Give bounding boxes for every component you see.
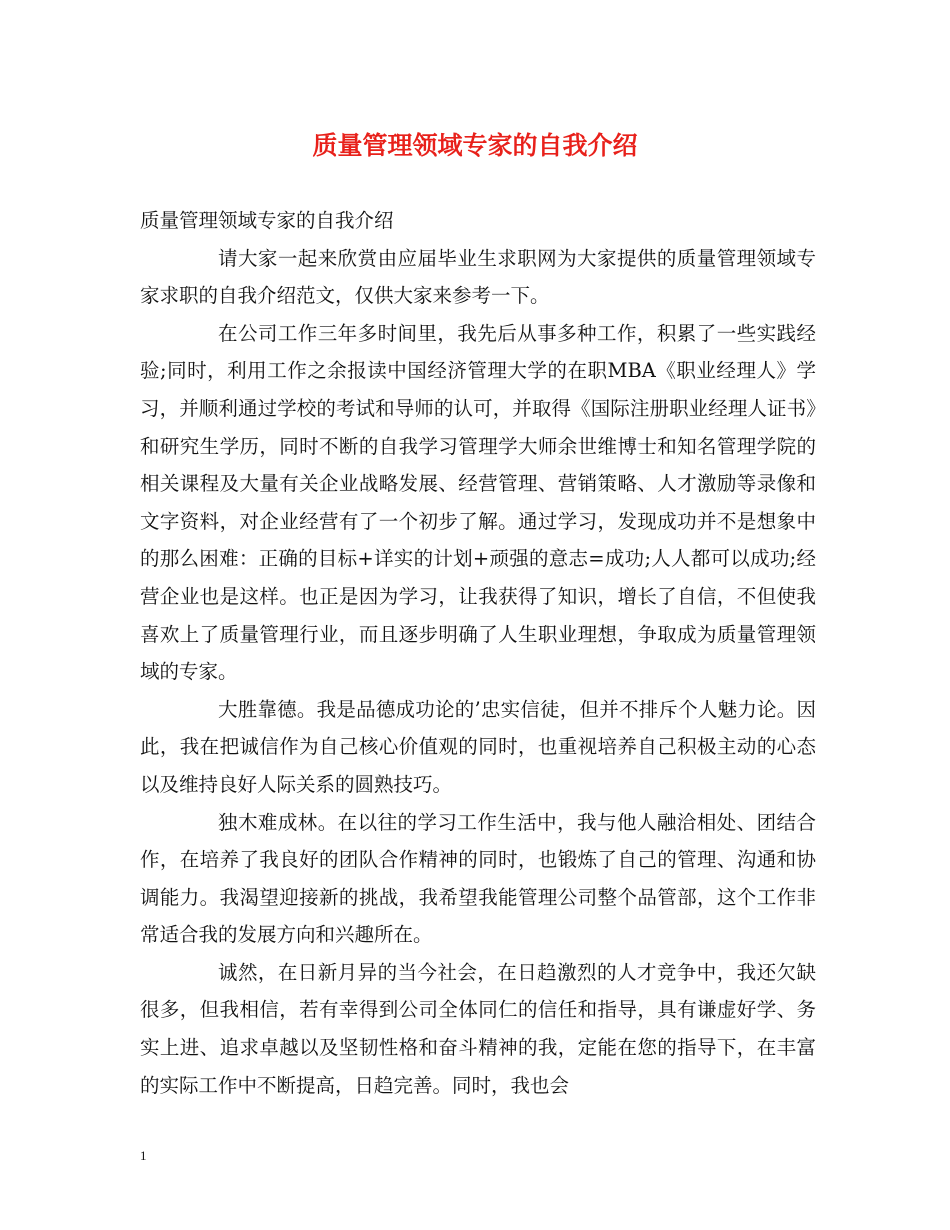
paragraph-teamwork: 独木难成林。在以往的学习工作生活中，我与他人融洽相处、团结合作，在培养了我良好的团队合作精神的同时，也锻炼了自己的管理、沟通和协调能力。我渴望迎接新的挑战，我希望我能管理公司整个品管部，这个工作非常适合我的发展方向和兴趣所在。 xyxy=(140,810,816,947)
paragraph-character: 大胜靠德。我是品德成功论的’忠实信徒，但并不排斥个人魅力论。因此，我在把诚信作为自己核心价值观的同时，也重视培养自己积极主动的心态以及维持良好人际关系的圆熟技巧。 xyxy=(140,697,816,796)
page-number: 1 xyxy=(140,1148,147,1163)
document-title: 质量管理领域专家的自我介绍 xyxy=(312,131,638,160)
paragraph-intro: 请大家一起来欣赏由应届毕业生求职网为大家提供的质量管理领域专家求职的自我介绍范文，仅供大家来参考一下。 xyxy=(140,246,816,308)
paragraph-closing: 诚然，在日新月异的当今社会，在日趋激烈的人才竞争中，我还欠缺很多，但我相信，若有幸得到公司全体同仁的信任和指导，具有谦虚好学、务实上进、追求卓越以及坚韧性格和奋斗精神的我，定能在您的指导下，在丰富的实际工作中不断提高，日趋完善。同时，我也会 xyxy=(140,960,816,1097)
document-body xyxy=(140,202,816,1104)
document-subtitle: 质量管理领域专家的自我介绍 xyxy=(140,209,394,232)
paragraph-experience: 在公司工作三年多时间里，我先后从事多种工作，积累了一些实践经验;同时，利用工作之余报读中国经济管理大学的在职MBA《职业经理人》学习，并顺利通过学校的考试和导师的认可，并取得《国际注册职业经理人证书》和研究生学历，同时不断的自我学习管理学大师余世维博士和知名管理学院的相关课程及大量有关企业战略发展、经营管理、营销策略、人才激励等录像和文字资料，对企业经营有了一个初步了解。通过学习，发现成功并不是想象中的那么困难：正确的目标+详实的计划+顽强的意志=成功;人人都可以成功;经营企业也是这样。也正是因为学习，让我获得了知识，增长了自信，不但使我喜欢上了质量管理行业，而且逐步明确了人生职业理想，争取成为质量管理领域的专家。 xyxy=(140,321,816,684)
